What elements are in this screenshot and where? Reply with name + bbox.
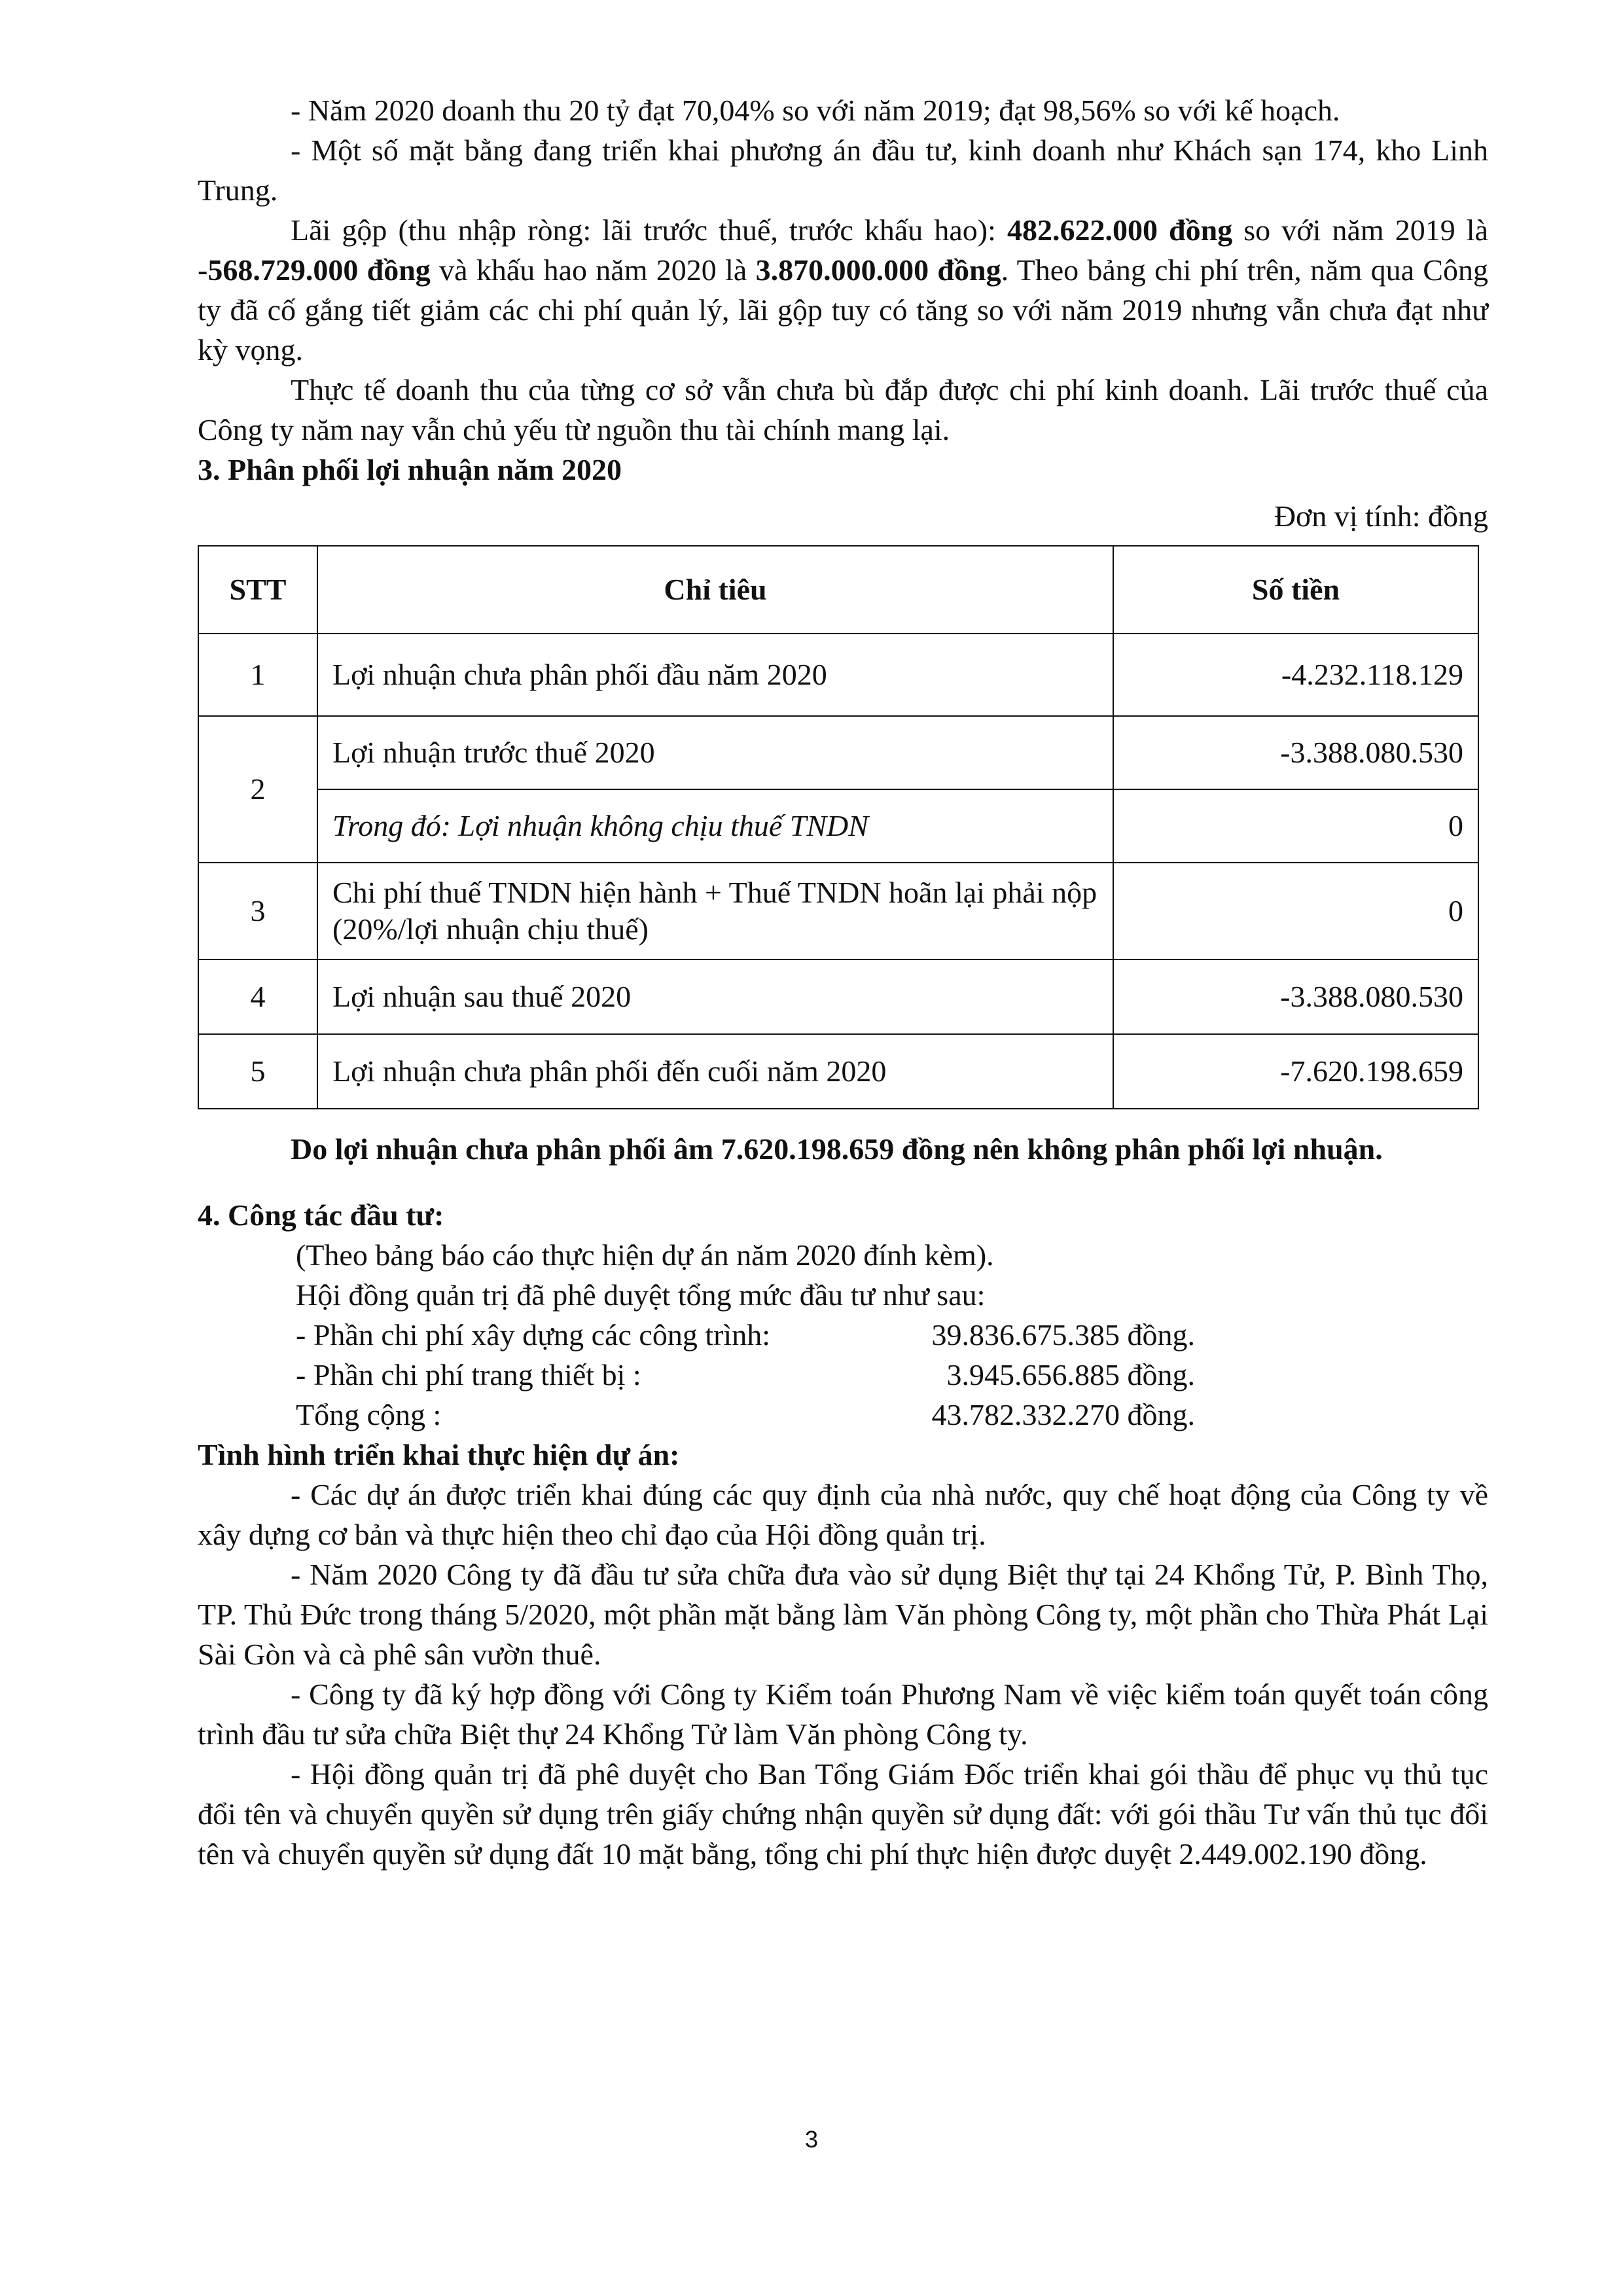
intro-paragraph-gross-profit [198, 210, 1488, 370]
row-item: Trong đó: Lợi nhuận không chịu thuế TNDN [317, 789, 1113, 863]
implementation-paragraph: - Các dự án được triển khai đúng các quy định của nhà nước, quy chế hoạt động của Công ty về xây dựng cơ bản và thực hiện theo chỉ đạo của Hội đồng quản trị. [198, 1478, 1488, 1551]
cost-value: 43.782.332.270 đồng. [931, 1398, 1195, 1431]
header-amount: Số tiền [1113, 546, 1478, 634]
row-amount: -3.388.080.530 [1113, 716, 1478, 789]
investment-approval-line: Hội đồng quản trị đã phê duyệt tổng mức đầu tư như sau: [296, 1278, 986, 1312]
unit-label: Đơn vị tính: đồng [1274, 499, 1488, 533]
table-row [198, 789, 1478, 863]
row-item: Lợi nhuận chưa phân phối đầu năm 2020 [317, 634, 1113, 716]
row-item: Lợi nhuận sau thuế 2020 [317, 960, 1113, 1034]
row-stt: 1 [198, 634, 317, 716]
gross-profit-text-a: Lãi gộp (thu nhập ròng: lãi trước thuế, trước khấu hao): [291, 213, 1007, 247]
table-header-row [198, 546, 1478, 634]
row-stt: 2 [198, 716, 317, 863]
cost-value: 3.945.656.885 đồng. [946, 1358, 1195, 1391]
cost-label: - Phần chi phí trang thiết bị : [296, 1358, 641, 1391]
row-amount: 0 [1113, 789, 1478, 863]
row-amount: -4.232.118.129 [1113, 634, 1478, 716]
row-item: Lợi nhuận trước thuế 2020 [317, 716, 1113, 789]
table-row [198, 863, 1478, 960]
row-stt: 3 [198, 863, 317, 960]
intro-paragraph-reality: Thực tế doanh thu của từng cơ sở vẫn chưa bù đắp được chi phí kinh doanh. Lãi trước thuế của Công ty năm nay vẫn chủ yếu từ nguồn thu tài chính mang lại. [198, 373, 1488, 446]
distribution-conclusion: Do lợi nhuận chưa phân phối âm 7.620.198.659 đồng nên không phân phối lợi nhuận. [291, 1132, 1383, 1166]
section-4-heading: 4. Công tác đầu tư: [198, 1198, 444, 1232]
page-number: 3 [804, 2126, 819, 2153]
intro-paragraph-revenue: - Năm 2020 doanh thu 20 tỷ đạt 70,04% so với năm 2019; đạt 98,56% so với kế hoạch. [291, 94, 1340, 127]
row-item: Chi phí thuế TNDN hiện hành + Thuế TNDN hoãn lại phải nộp (20%/lợi nhuận chịu thuế) [317, 863, 1113, 960]
row-stt: 4 [198, 960, 317, 1034]
table-row [198, 960, 1478, 1034]
gross-profit-2019-value: -568.729.000 đồng [198, 253, 431, 287]
depreciation-value: 3.870.000.000 đồng [755, 253, 1001, 287]
table-row [198, 716, 1478, 789]
header-item: Chỉ tiêu [317, 546, 1113, 634]
table-row [198, 634, 1478, 716]
implementation-paragraph: - Hội đồng quản trị đã phê duyệt cho Ban Tổng Giám Đốc triển khai gói thầu để phục vụ thủ tục đổi tên và chuyển quyền sử dụng trên giấy chứng nhận quyền sử dụng đất: với gói thầu Tư vấn thủ tục đổi tên và chuyển quyền sử dụng đất 10 mặt bằng, tổng chi phí thực hiện được duyệt 2.449.002.190 đồng. [198, 1757, 1488, 1871]
cost-value: 39.836.675.385 đồng. [931, 1318, 1195, 1352]
profit-distribution-table [198, 545, 1479, 1109]
gross-profit-text-e: và khấu hao năm 2020 là [430, 253, 756, 287]
cost-row-total [198, 1395, 1488, 1435]
table-row [198, 1034, 1478, 1109]
intro-paragraph-premises: - Một số mặt bằng đang triển khai phương án đầu tư, kinh doanh như Khách sạn 174, kho Linh Trung. [198, 134, 1488, 207]
cost-label: Tổng cộng : [296, 1398, 442, 1431]
implementation-heading: Tình hình triển khai thực hiện dự án: [198, 1438, 680, 1471]
gross-profit-value: 482.622.000 đồng [1007, 213, 1233, 247]
row-amount: -7.620.198.659 [1113, 1034, 1478, 1109]
row-amount: -3.388.080.530 [1113, 960, 1478, 1034]
cost-row-construction [198, 1315, 1488, 1355]
row-stt: 5 [198, 1034, 317, 1109]
gross-profit-text-c: so với năm 2019 là [1232, 213, 1489, 247]
implementation-paragraph: - Công ty đã ký hợp đồng với Công ty Kiểm toán Phương Nam về việc kiểm toán quyết toán công trình đầu tư sửa chữa Biệt thự 24 Khổng Tử làm Văn phòng Công ty. [198, 1677, 1488, 1751]
header-stt: STT [198, 546, 317, 634]
page-content [198, 90, 1488, 1874]
gross-profit-text-g: . Theo bảng chi phí trên, năm qua Công ty đã cố gắng tiết giảm các chi phí quản lý, lãi gộp tuy có tăng so với năm 2019 nhưng vẫn chưa đạt như kỳ vọng. [198, 253, 1488, 367]
row-amount: 0 [1113, 863, 1478, 960]
cost-row-equipment [198, 1355, 1488, 1395]
implementation-paragraph: - Năm 2020 Công ty đã đầu tư sửa chữa đưa vào sử dụng Biệt thự tại 24 Khổng Tử, P. Bình Thọ, TP. Thủ Đức trong tháng 5/2020, một phần mặt bằng làm Văn phòng Công ty, một phần cho Thừa Phát Lại Sài Gòn và cà phê sân vườn thuê. [198, 1558, 1488, 1671]
cost-label: - Phần chi phí xây dựng các công trình: [296, 1318, 770, 1352]
investment-note: (Theo bảng báo cáo thực hiện dự án năm 2020 đính kèm). [296, 1238, 994, 1272]
section-3-heading: 3. Phân phối lợi nhuận năm 2020 [198, 453, 622, 486]
row-item: Lợi nhuận chưa phân phối đến cuối năm 2020 [317, 1034, 1113, 1109]
